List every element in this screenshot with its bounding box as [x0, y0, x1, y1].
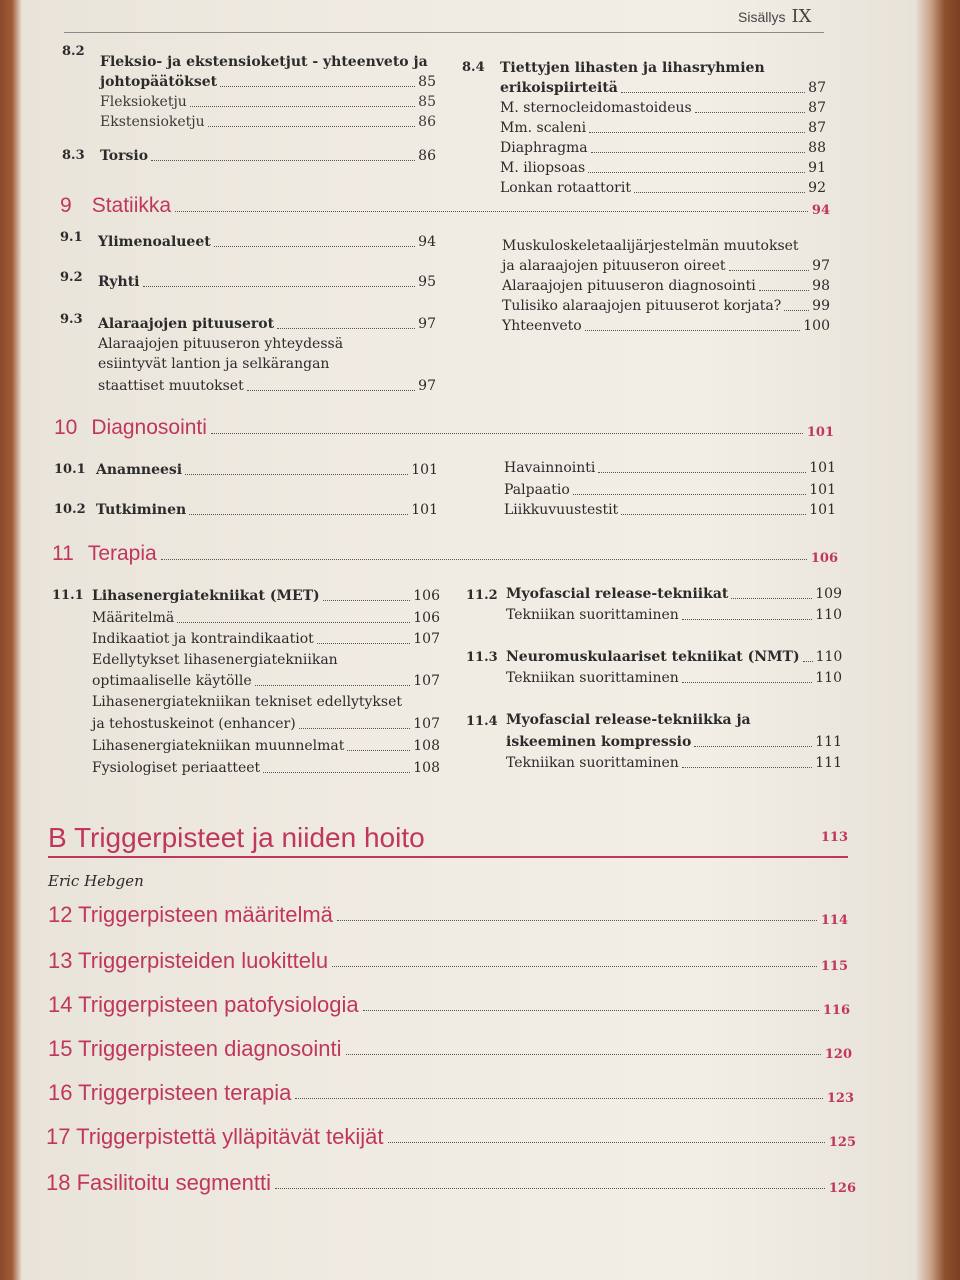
entry-page: 111: [815, 734, 842, 750]
entry-label: staattiset muutokset: [98, 378, 244, 394]
entry-label: Fleksioketju: [100, 94, 187, 110]
entry-page: 87: [808, 120, 826, 136]
toc-entry-10-1: [96, 460, 438, 480]
dot-leader: [591, 152, 806, 153]
entry-label: Ryhti: [98, 274, 140, 290]
section-number: 8.2: [62, 44, 85, 59]
entry-label: optimaaliselle käytölle: [92, 673, 252, 689]
entry-page: 95: [418, 274, 436, 290]
toc-entry: [504, 458, 836, 478]
dot-leader: [214, 246, 415, 247]
toc-entry: [504, 480, 836, 500]
entry-page: 91: [808, 160, 826, 176]
toc-entry-11-3: [506, 647, 842, 667]
chapter-page: 126: [828, 1181, 856, 1196]
chapter-page: 101: [806, 425, 834, 440]
entry-page: 107: [413, 716, 440, 732]
entry-page: 108: [413, 738, 440, 754]
chapter-label: 16 Triggerpisteen terapia: [48, 1080, 292, 1105]
dot-leader: [682, 682, 813, 683]
entry-page: 99: [812, 298, 830, 314]
entry-page: 110: [815, 607, 842, 623]
dot-leader: [589, 132, 805, 133]
chapter-title: Diagnosointi: [91, 416, 207, 439]
dot-leader: [346, 1054, 821, 1055]
toc-entry-10-2: [96, 500, 438, 520]
part-rule: [48, 856, 848, 858]
toc-entry-8-2: [100, 72, 436, 92]
header-label: Sisällys: [738, 9, 786, 25]
toc-entry: [500, 98, 826, 118]
running-header: [738, 6, 811, 27]
dot-leader: [277, 328, 415, 329]
chapter-title: Terapia: [87, 542, 157, 565]
dot-leader: [299, 728, 411, 729]
dot-leader: [189, 514, 408, 515]
entry-page: 92: [808, 180, 826, 196]
section-title-line: Myofascial release-tekniikka ja: [506, 712, 751, 728]
dot-leader: [332, 966, 817, 967]
dot-leader: [175, 211, 808, 212]
entry-label: M. sternocleidomastoideus: [500, 100, 692, 116]
chapter-page: 115: [820, 959, 848, 974]
entry-line: Edellytykset lihasenergiatekniikan: [92, 652, 338, 668]
dot-leader: [803, 661, 813, 662]
entry-label: Ylimenoalueet: [98, 234, 211, 250]
section-number: 9.1: [60, 230, 83, 245]
toc-entry: [506, 668, 842, 688]
dot-leader: [784, 310, 809, 311]
chapter-18-entry: [46, 1170, 856, 1196]
dot-leader: [621, 514, 806, 515]
toc-entry-9-1: [98, 232, 436, 252]
chapter-12-entry: [48, 902, 848, 928]
toc-entry-11-2: [506, 584, 842, 604]
entry-label: iskeeminen kompressio: [506, 734, 692, 750]
entry-label: Lonkan rotaattorit: [500, 180, 631, 196]
toc-entry: [502, 276, 830, 296]
entry-label: Indikaatiot ja kontraindikaatiot: [92, 631, 314, 647]
chapter-page: 106: [810, 551, 838, 566]
toc-entry: [92, 608, 440, 628]
dot-leader: [220, 86, 415, 87]
toc-entry: [502, 296, 830, 316]
entry-label: Palpaatio: [504, 482, 570, 498]
section-number: 8.4: [462, 60, 485, 75]
toc-entry: [100, 92, 436, 112]
entry-label: Torsio: [100, 148, 149, 164]
chapter-label: 17 Triggerpistettä ylläpitävät tekijät: [46, 1124, 384, 1149]
book-page: [18, 0, 930, 1280]
dot-leader: [585, 330, 801, 331]
part-b-heading: [48, 822, 848, 854]
chapter-14-entry: [48, 992, 850, 1018]
entry-label: johtopäätökset: [100, 74, 218, 90]
section-number: 9.3: [60, 312, 83, 327]
dot-leader: [621, 92, 805, 93]
header-rule: [64, 32, 824, 33]
chapter-15-entry: [48, 1036, 852, 1062]
toc-entry: [92, 629, 440, 649]
toc-entry: [502, 316, 830, 336]
dot-leader: [337, 920, 817, 921]
chapter-number: 10: [54, 416, 78, 439]
entry-label: Alaraajojen pituuseron diagnosointi: [502, 278, 756, 294]
dot-leader: [161, 559, 807, 560]
entry-page: 94: [418, 234, 436, 250]
entry-label: Diaphragma: [500, 140, 588, 156]
toc-entry: [504, 500, 836, 520]
dot-leader: [247, 390, 415, 391]
chapter-number: 11: [52, 542, 74, 565]
toc-entry: [92, 714, 440, 734]
part-page: 113: [820, 830, 848, 845]
entry-label: Anamneesi: [96, 462, 183, 478]
dot-leader: [694, 746, 812, 747]
chapter-label: 18 Fasilitoitu segmentti: [46, 1170, 271, 1195]
chapter-title: Statiikka: [91, 194, 172, 217]
entry-page: 88: [808, 140, 826, 156]
dot-leader: [729, 270, 810, 271]
toc-entry: [500, 118, 826, 138]
toc-entry-8-4: [500, 78, 826, 98]
dot-leader: [634, 192, 805, 193]
entry-label: Tekniikan suorittaminen: [506, 607, 679, 623]
entry-page: 87: [808, 80, 826, 96]
chapter-label: 13 Triggerpisteiden luokittelu: [48, 948, 329, 973]
dot-leader: [208, 126, 416, 127]
chapter-11-heading: [52, 542, 838, 566]
toc-entry-11-4: [506, 732, 842, 752]
entry-line: esiintyvät lantion ja selkärangan: [98, 356, 330, 372]
dot-leader: [190, 106, 415, 107]
entry-page: 101: [411, 462, 438, 478]
entry-page: 85: [418, 94, 436, 110]
author-name: Eric Hebgen: [48, 872, 144, 890]
chapter-label: 15 Triggerpisteen diagnosointi: [48, 1036, 342, 1061]
dot-leader: [731, 598, 812, 599]
entry-page: 101: [809, 460, 836, 476]
section-number: 10.2: [54, 502, 86, 517]
entry-label: Havainnointi: [504, 460, 596, 476]
entry-page: 110: [815, 670, 842, 686]
chapter-page: 123: [826, 1091, 854, 1106]
chapter-page: 94: [811, 203, 830, 218]
entry-page: 87: [808, 100, 826, 116]
dot-leader: [143, 286, 416, 287]
entry-page: 109: [815, 586, 842, 602]
toc-entry: [500, 158, 826, 178]
dot-leader: [682, 619, 813, 620]
entry-label: Mm. scaleni: [500, 120, 587, 136]
entry-label: Yhteenveto: [502, 318, 582, 334]
toc-entry: [92, 736, 440, 756]
section-title-line: Tiettyjen lihasten ja lihasryhmien: [500, 60, 765, 76]
section-number: 11.3: [466, 650, 498, 665]
toc-entry: [100, 112, 436, 132]
section-number: 9.2: [60, 270, 83, 285]
entry-page: 107: [413, 673, 440, 689]
toc-entry: [98, 376, 436, 396]
entry-page: 98: [812, 278, 830, 294]
entry-label: Neuromuskulaariset tekniikat (NMT): [506, 649, 800, 665]
toc-entry: [500, 138, 826, 158]
entry-page: 106: [413, 610, 440, 626]
toc-entry: [506, 605, 842, 625]
entry-label: M. iliopsoas: [500, 160, 586, 176]
chapter-16-entry: [48, 1080, 854, 1106]
section-number: 11.2: [466, 588, 498, 603]
dot-leader: [682, 767, 813, 768]
entry-label: Myofascial release-tekniikat: [506, 586, 729, 602]
chapter-page: 125: [828, 1135, 856, 1150]
entry-label: Tekniikan suorittaminen: [506, 670, 679, 686]
entry-page: 101: [809, 502, 836, 518]
entry-label: Ekstensioketju: [100, 114, 205, 130]
dot-leader: [323, 600, 411, 601]
entry-page: 106: [413, 588, 440, 604]
section-number: 10.1: [54, 462, 86, 477]
entry-page: 86: [418, 114, 436, 130]
entry-label: Lihasenergiatekniikan muunnelmat: [92, 738, 345, 754]
entry-line: Muskuloskeletaalijärjestelmän muutokset: [502, 238, 799, 254]
dot-leader: [185, 474, 408, 475]
chapter-page: 116: [822, 1003, 850, 1018]
dot-leader: [263, 772, 410, 773]
entry-label: Tekniikan suorittaminen: [506, 755, 679, 771]
toc-entry: [92, 758, 440, 778]
dot-leader: [347, 750, 410, 751]
entry-page: 110: [815, 649, 843, 665]
entry-page: 101: [809, 482, 836, 498]
chapter-9-heading: [60, 194, 830, 218]
entry-label: Tutkiminen: [96, 502, 187, 518]
dot-leader: [295, 1098, 822, 1099]
entry-label: Liikkuvuustestit: [504, 502, 619, 518]
chapter-17-entry: [46, 1124, 856, 1150]
dot-leader: [759, 290, 809, 291]
dot-leader: [317, 643, 410, 644]
entry-label: Lihasenergiatekniikat (MET): [92, 588, 320, 604]
entry-page: 111: [815, 755, 842, 771]
entry-label: ja alaraajojen pituuseron oireet: [502, 258, 726, 274]
dot-leader: [573, 494, 806, 495]
dot-leader: [151, 160, 415, 161]
entry-page: 97: [418, 378, 436, 394]
toc-entry-9-2: [98, 272, 436, 292]
section-title-line: Fleksio- ja ekstensioketjut - yhteenveto ja: [100, 54, 428, 70]
toc-entry-9-3: [98, 314, 436, 334]
entry-label: Tulisiko alaraajojen pituuserot korjata?: [502, 298, 782, 314]
entry-page: 107: [413, 631, 440, 647]
section-number: 8.3: [62, 148, 85, 163]
entry-line: Lihasenergiatekniikan tekniset edellytykset: [92, 694, 402, 710]
entry-page: 97: [418, 316, 436, 332]
header-page-number: IX: [791, 6, 812, 27]
section-number: 11.1: [52, 588, 84, 603]
chapter-13-entry: [48, 948, 848, 974]
dot-leader: [211, 433, 803, 434]
chapter-10-heading: [54, 416, 834, 440]
toc-entry: [506, 753, 842, 773]
entry-page: 108: [413, 760, 440, 776]
chapter-number: 9: [60, 194, 72, 217]
entry-line: Alaraajojen pituuseron yhteydessä: [98, 336, 344, 352]
entry-label: Määritelmä: [92, 610, 175, 626]
toc-entry-8-3: [100, 146, 436, 166]
dot-leader: [177, 622, 410, 623]
entry-label: Alaraajojen pituuserot: [98, 316, 275, 332]
entry-page: 97: [812, 258, 830, 274]
chapter-page: 114: [820, 913, 848, 928]
toc-entry-11-1: [92, 586, 440, 606]
entry-label: ja tehostuskeinot (enhancer): [92, 716, 296, 732]
chapter-label: 14 Triggerpisteen patofysiologia: [48, 992, 359, 1017]
dot-leader: [695, 112, 805, 113]
toc-entry: [502, 256, 830, 276]
entry-page: 86: [418, 148, 436, 164]
section-number: 11.4: [466, 714, 498, 729]
dot-leader: [275, 1188, 825, 1189]
dot-leader: [588, 172, 805, 173]
part-title: B Triggerpisteet ja niiden hoito: [48, 822, 425, 853]
chapter-label: 12 Triggerpisteen määritelmä: [48, 902, 333, 927]
dot-leader: [598, 472, 806, 473]
toc-entry: [92, 671, 440, 691]
entry-page: 101: [411, 502, 438, 518]
entry-label: erikoispiirteitä: [500, 80, 618, 96]
dot-leader: [388, 1142, 825, 1143]
entry-page: 100: [803, 318, 830, 334]
entry-page: 85: [418, 74, 436, 90]
entry-label: Fysiologiset periaatteet: [92, 760, 261, 776]
dot-leader: [255, 685, 411, 686]
dot-leader: [363, 1010, 819, 1011]
chapter-page: 120: [824, 1047, 852, 1062]
